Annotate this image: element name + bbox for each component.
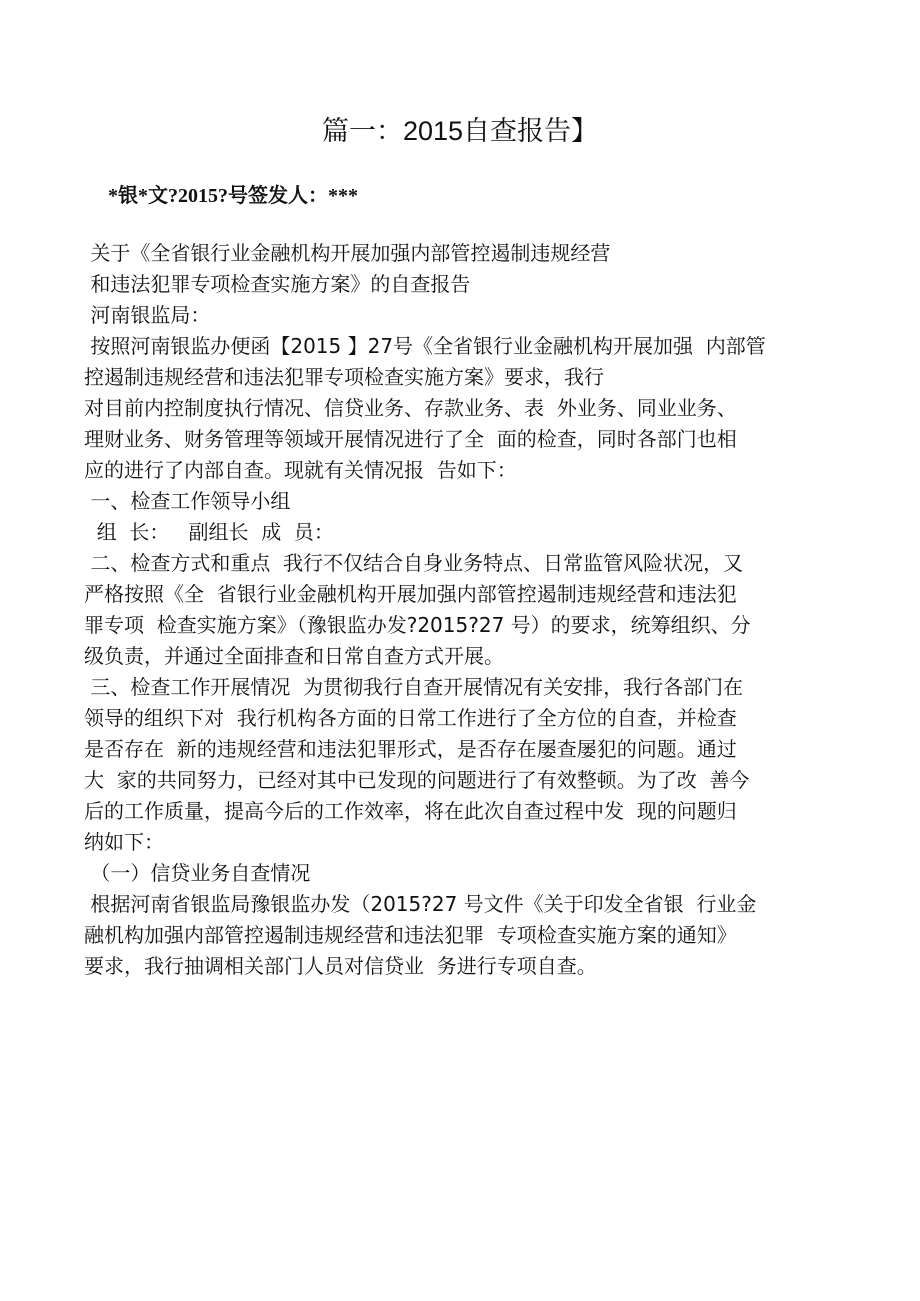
document-body (84, 238, 854, 982)
section-heading-3: 三、检查工作开展情况 为贯彻我行自查开展情况有关安排，我行各部门在 (84, 675, 744, 699)
body-line: 后的工作质量，提高今后的工作效率，将在此次自查过程中发 现的问题归 (84, 799, 737, 823)
body-line: 大 家的共同努力，已经对其中已发现的问题进行了有效整顿。为了改 善今 (84, 768, 750, 792)
section-heading-2: 二、检查方式和重点 我行不仅结合自身业务特点、日常监管风险状况，又 (84, 551, 744, 575)
body-line: 严格按照《全 省银行业金融机构开展加强内部管控遏制违规经营和违法犯 (84, 582, 737, 606)
body-line: 级负责，并通过全面排查和日常自查方式开展。 (84, 644, 504, 668)
team-members-line: 组 长： 副组长 成 员： (84, 520, 334, 544)
section-heading-1: 一、检查工作领导小组 (84, 489, 291, 513)
subsection-heading-1: （一）信贷业务自查情况 (84, 861, 311, 885)
body-line: 控遏制违规经营和违法犯罪专项检查实施方案》要求，我行 (84, 365, 604, 389)
body-line: 对目前内控制度执行情况、信贷业务、存款业务、表 外业务、同业业务、 (84, 396, 737, 420)
report-subject-line-2: 和违法犯罪专项检查实施方案》的自查报告 (84, 272, 471, 296)
body-line: 按照河南银监办便函【2015 】27号《全省银行业金融机构开展加强 内部管 (84, 334, 766, 358)
body-line: 是否存在 新的违规经营和违法犯罪形式，是否存在屡查屡犯的问题。通过 (84, 737, 737, 761)
addressee: 河南银监局： (84, 303, 211, 327)
body-line: 根据河南省银监局豫银监办发（2015?27 号文件《关于印发全省银 行业金 (84, 892, 757, 916)
body-line: 领导的组织下对 我行机构各方面的日常工作进行了全方位的自查，并检查 (84, 706, 737, 730)
body-line: 纳如下： (84, 830, 164, 854)
body-line: 罪专项 检查实施方案》（豫银监办发?2015?27 号）的要求，统筹组织、分 (84, 613, 751, 637)
document-number: *银*文?2015?号签发人：*** (108, 185, 358, 207)
body-line: 应的进行了内部自查。现就有关情况报 告如下： (84, 458, 517, 482)
body-line: 融机构加强内部管控遏制违规经营和违法犯罪 专项检查实施方案的通知》 (84, 923, 737, 947)
body-line: 理财业务、财务管理等领域开展情况进行了全 面的检查，同时各部门也相 (84, 427, 737, 451)
body-line: 要求，我行抽调相关部门人员对信贷业 务进行专项自查。 (84, 954, 597, 978)
document-title: 篇一：2015自查报告】 (321, 116, 599, 146)
report-subject-line-1: 关于《全省银行业金融机构开展加强内部管控遏制违规经营 (84, 241, 611, 265)
